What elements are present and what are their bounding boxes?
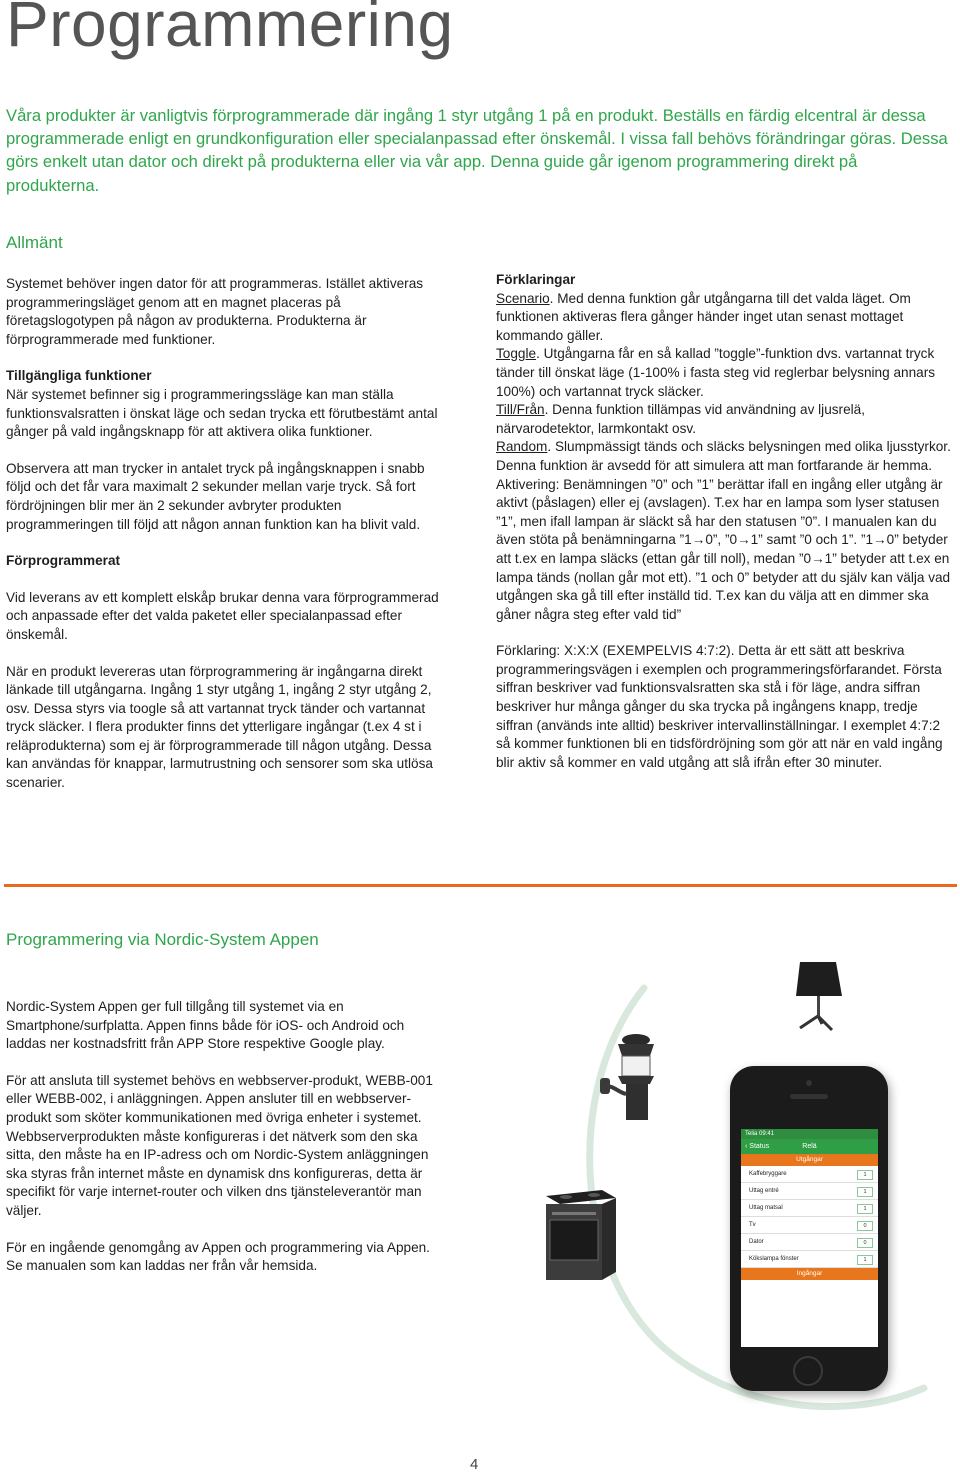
allmant-paragraph: Systemet behöver ingen dator för att programmeras. Istället aktiveras programmeringsläget genom att en magnet placeras på företagslogotypen på någon av produkterna. Produkterna är förprogrammerade med funktioner.: [6, 276, 424, 347]
allmant-heading: Allmänt: [6, 233, 63, 252]
outdoor-lamp-image: [596, 1030, 666, 1140]
tillgangliga-paragraph: När systemet befinner sig i programmeringssläge kan man ställa funktionsvalsratten i önskat läge och sedan trycka ett förutbestämt antal gånger på vald ingångsknapp för att aktivera olika funktioner.: [6, 386, 438, 440]
phone-earpiece: [790, 1094, 828, 1099]
page-title: Programmering: [6, 0, 454, 60]
smartphone-mockup: [730, 1066, 888, 1391]
output-row[interactable]: Dator 0: [741, 1234, 878, 1251]
left-column: [6, 275, 444, 793]
appen-column: [6, 998, 444, 1276]
stove-image: [540, 1186, 620, 1286]
phone-status-bar: Telia 09:41: [741, 1129, 878, 1139]
appen-paragraph-2: För att ansluta till systemet behövs en webbserver-produkt, WEBB-001 eller WEBB-002, i anläggningen. Appen ansluter till en webbserver-produkt som sköter kommunikationen med övriga enheter i systemet. Webbserverprodukten måste konfigureras i det nätverk som den ska sitta, den måste ha en IP-adress och om Nordic-System anläggningen ska styras från internet måste en dynamisk dns konfigureras, detta är specifikt för varje internet-router och vilken dns tjänsteleverantör man väljer.: [6, 1072, 433, 1218]
random-definition: Random. Slumpmässigt tänds och släcks belysningen med olika ljusstyrkor. Denna funktion är avsedd för att simulera att man fortfarande är hemma.: [496, 439, 951, 473]
appen-paragraph-1: Nordic-System Appen ger full tillgång till systemet via en Smartphone/surfplatta. Appen finns både för iOS- och Android och laddas ner kostnadsfritt från APP Store respektive Google play.: [6, 999, 405, 1052]
page-number: 4: [470, 1456, 479, 1473]
outputs-section-header: Utgångar: [741, 1154, 878, 1166]
scenario-definition: Scenario. Med denna funktion går utgångarna till det valda läget. Om funktionen aktiveras flera gånger händer inget utan senast mottaget kommando gäller.: [496, 290, 911, 343]
appen-paragraph-3: För en ingående genomgång av Appen och programmering via Appen. Se manualen som kan laddas ner från vår hemsida.: [6, 1239, 430, 1274]
scenario-term: Scenario: [496, 290, 550, 306]
intro-paragraph: Våra produkter är vanligtvis förprogrammerade där ingång 1 styr utgång 1 på en produkt. Beställs en färdig elcentral är dessa programmerade enligt en grundkonfiguration eller specialanpassad efter önskemål. I vissa fall behövs förändringar göras. Dessa görs enkelt utan dator och direkt på produkterna eller via vår app. Denna guide går igenom programmering direkt på produkterna.: [6, 106, 948, 195]
toggle-term: Toggle: [496, 346, 537, 362]
tillgangliga-heading: Tillgängliga funktioner: [6, 368, 152, 384]
toggle-definition: Toggle. Utgångarna får en så kallad ”toggle”-funktion dvs. vartannat tryck tänder till önskat läge (1-100% i fasta steg vid reglerbar belysning annars 100%) och vartannat tryck släcker.: [496, 346, 936, 399]
back-button[interactable]: ‹ Status: [745, 1143, 770, 1150]
tillfran-term: Till/Från: [496, 402, 545, 418]
output-row[interactable]: Tv 0: [741, 1217, 878, 1234]
leverans-paragraph: När en produkt levereras utan förprogrammering är ingångarna direkt länkade till utgångarna. Ingång 1 styr utgång 1, ingång 2 styr utgång 2, osv. Dessa styrs via toogle så att vartannat tryck tänder och vartannat tryck släcker. I flera produkter finns det ytterligare ingångar (t.ex 4 st i reläprodukterna) som ej är förprogrammerade till någon utgång. Dessa kan användas för knappar, larmutrustning och sensorer som ska utlösa scenarier.: [6, 663, 433, 791]
output-value[interactable]: 0: [857, 1221, 873, 1231]
forklaring-paragraph: Förklaring: X:X:X (EXEMPELVIS 4:7:2). Detta är ett sätt att beskriva programmeringsvägen i exemplen och programmeringsförfarandet. Första siffran beskriver vad funktionsvalsratten ska stå i för läge, andra siffran beskriver hur många gånger du ska trycka på ingångens knapp, tredje siffran (används inte alltid) beskriver intervallinställningar. I exemplet 4:7:2 så kommer funktionen bli en tidsfördröjning som gör att när en vald ingång blir aktiv så kommer en vald utgång att slå ifrån efter 30 minuter.: [496, 643, 943, 770]
output-value[interactable]: 1: [857, 1204, 873, 1214]
output-value[interactable]: 0: [857, 1238, 873, 1248]
random-term: Random: [496, 439, 548, 455]
output-row[interactable]: Uttag matsal 1: [741, 1200, 878, 1217]
app-screen: [741, 1129, 878, 1347]
forprogrammerat-paragraph: Vid leverans av ett komplett elskåp brukar denna vara förprogrammerad och anpassade efter det valda paketet eller specialanpassad efter önskemål.: [6, 589, 439, 642]
output-row[interactable]: Kökslampa fönster 1: [741, 1251, 878, 1268]
right-column: [496, 271, 952, 772]
output-row[interactable]: Kaffebryggare 1: [741, 1166, 878, 1183]
table-lamp-image: [792, 958, 852, 1038]
forprogrammerat-heading: Förprogrammerat: [6, 553, 121, 569]
output-row[interactable]: Uttag entré 1: [741, 1183, 878, 1200]
output-value[interactable]: 1: [857, 1187, 873, 1197]
observera-paragraph: Observera att man trycker in antalet tryck på ingångsknappen i snabb följd och det får vara maximalt 2 sekunder mellan varje tryck. Så fort fördröjningen blir mer än 2 sekunder avbryter produkten programmeringen till följd att någon annan funktion kan ha blivit vald.: [6, 460, 425, 532]
tillfran-definition: Till/Från. Denna funktion tillämpas vid användning av ljusrelä, närvarodetektor, larmkontakt osv.: [496, 402, 865, 436]
output-value[interactable]: 1: [857, 1255, 873, 1265]
section-divider: [4, 884, 957, 887]
appen-heading: Programmering via Nordic-System Appen: [6, 930, 319, 949]
aktivering-paragraph: Aktivering: Benämningen ”0” och ”1” berättar ifall en ingång eller utgång är aktivt (påslagen) eller ej (avslagen). T.ex har en lampa som lyser statusen ”1”, men ifall lampan är släckt så har den statusen ”0”. I manualen kan du även stöta på benämningarna ”1→0”, ”0→1” samt ”0 och 1”. ”1→0” betyder att t.ex en lampa släcks (ettan går till noll), medan ”0→1” betyder att t.ex en lampa tänds (nollan går mot ett). ”1 och 0” betyder att du själv kan välja vad utgången ska gå till efter inställd tid. T.ex kan du välja att en dimmer ska gåner några steg efter vald tid”: [496, 476, 951, 622]
output-value[interactable]: 1: [857, 1170, 873, 1180]
app-nav-bar: [741, 1139, 878, 1154]
home-button[interactable]: [793, 1356, 823, 1386]
inputs-tab-button[interactable]: Ingångar: [741, 1268, 878, 1280]
forklaringar-heading: Förklaringar: [496, 272, 576, 287]
app-nav-title: Relä: [802, 1143, 817, 1150]
camera-dot: [806, 1080, 812, 1086]
